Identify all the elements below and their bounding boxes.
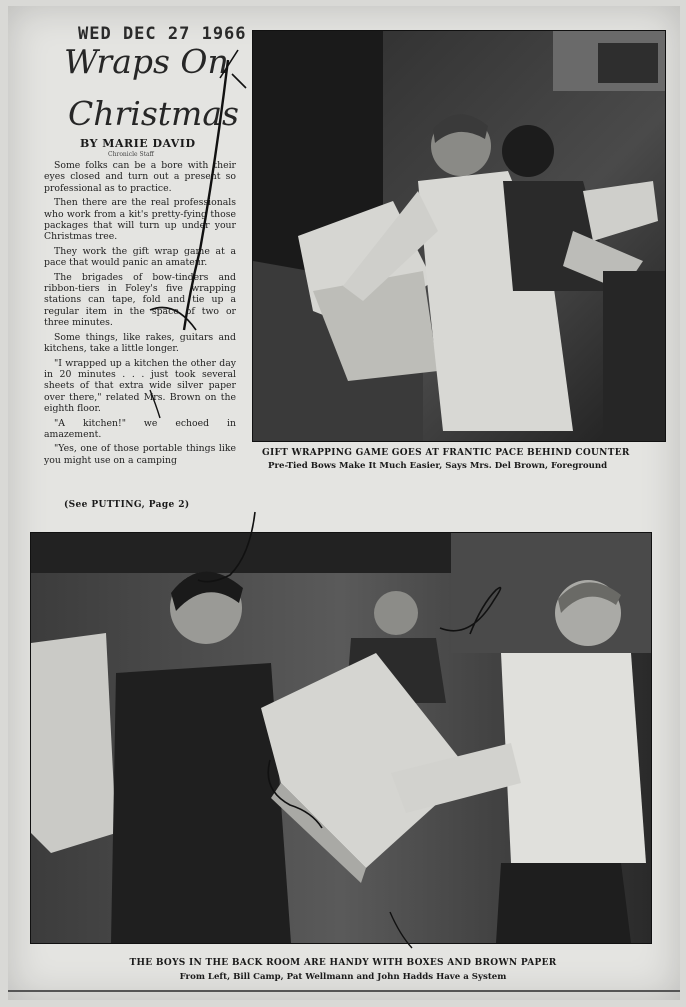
headline-line-1: Wraps On (64, 42, 229, 81)
photo1-caption-subline: Pre-Tied Bows Make It Much Easier, Says Mrs. Del Brown, Foreground (268, 461, 608, 471)
photo2-caption-subline: From Left, Bill Camp, Pat Wellmann and John Hadds Have a System (179, 972, 507, 982)
article-paragraph: "Yes, one of those portable things like you might use on a camping (44, 443, 236, 466)
photo1-caption-headline: GIFT WRAPPING GAME GOES AT FRANTIC PACE BEHIND COUNTER (262, 448, 630, 458)
date-stamp: WED DEC 27 1966 (78, 24, 247, 44)
article-paragraph: Then there are the real professionals who work from a kit's pretty-fying those packages that will turn up under your Christmas tree. (44, 197, 236, 243)
article-paragraph: Some things, like rakes, guitars and kitchens, take a little longer. (44, 331, 236, 355)
photo-back-room-boys (30, 532, 652, 944)
photo-gift-wrapping (252, 30, 666, 442)
continued-reference: (See PUTTING, Page 2) (64, 500, 190, 510)
bottom-rule (8, 990, 680, 992)
byline: BY MARIE DAVID (80, 137, 196, 150)
headline-line-2: Christmas (68, 94, 239, 133)
photo2-caption-headline: THE BOYS IN THE BACK ROOM ARE HANDY WITH BOXES AND BROWN PAPER (129, 958, 557, 968)
photo-gift-wrapping-image (253, 31, 665, 441)
headline (60, 36, 250, 140)
article-paragraph: Some folks can be a bore with their eyes closed and turn out a present so professional as to practice. (44, 160, 236, 194)
article-paragraph: They work the gift wrap game at a pace that would panic an amateur. (44, 245, 236, 269)
article-paragraph: "A kitchen!" we echoed in amazement. (44, 417, 236, 440)
article-body (44, 160, 236, 469)
article-paragraph: The brigades of bow-tinders and ribbon-tiers in Foley's five wrapping stations can tape, fold and tie up a regular item in the space of two or three minutes. (44, 271, 236, 329)
photo-back-room-boys-image (31, 533, 651, 943)
article-paragraph: "I wrapped up a kitchen the other day in 20 minutes . . . just took several sheets of that extra wide silver paper over there," related Mrs. Brown on the eighth floor. (44, 357, 236, 415)
byline-staff: Chronicle Staff (108, 151, 154, 158)
